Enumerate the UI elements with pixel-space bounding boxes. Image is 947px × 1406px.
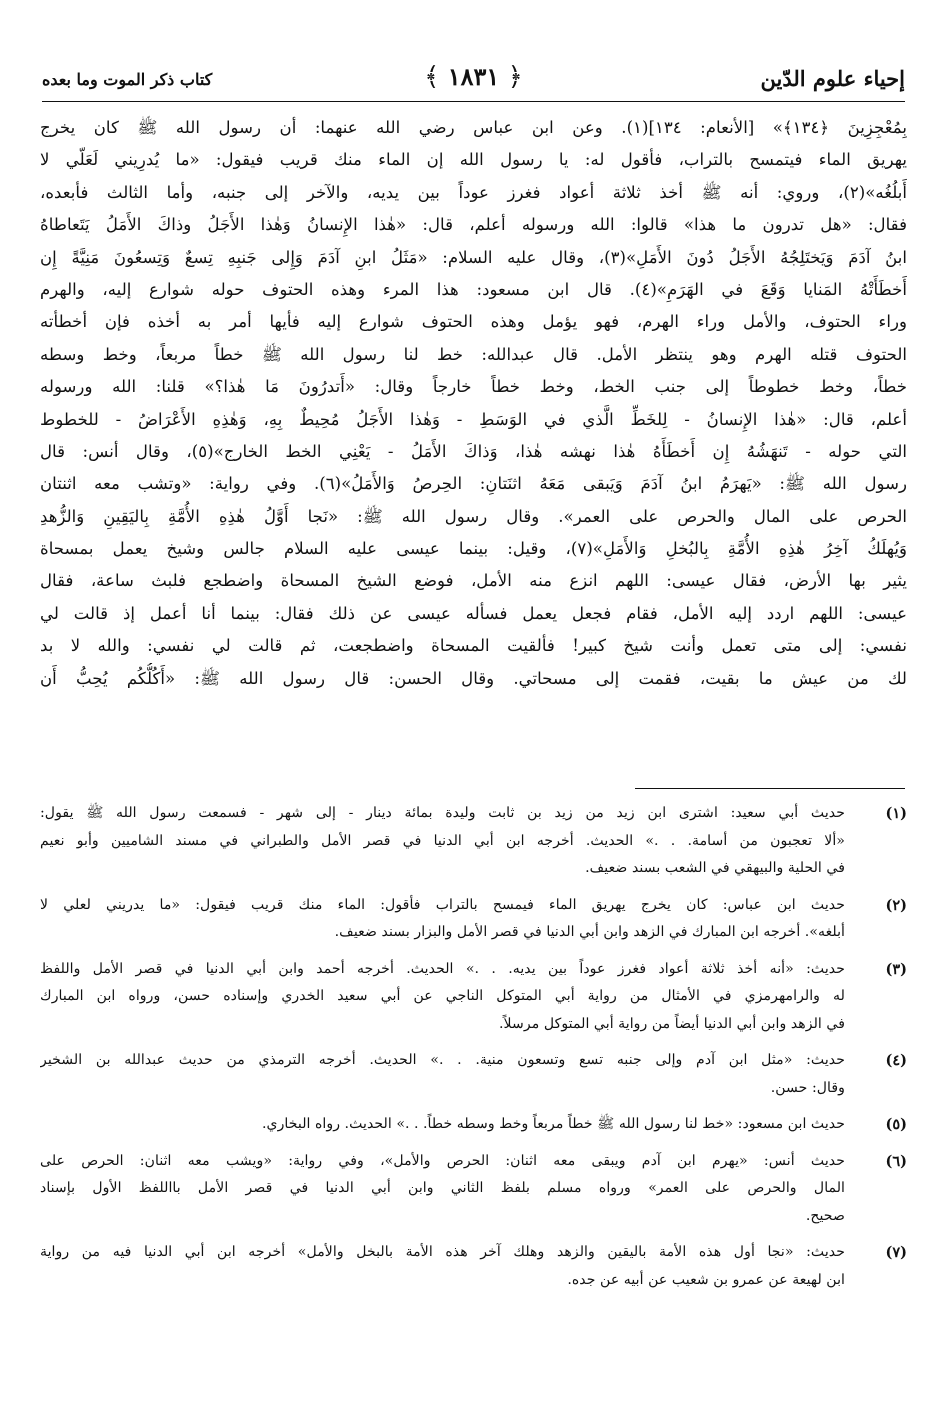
text-line: يثير بها الأرض، فقال عيسى: اللهم انزع منه الأمل، فوضع الشيخ المسحاة واضطجع فلبث ساعة، فقال — [40, 571, 907, 591]
footnote-line: وقال: حسن. — [770, 1079, 845, 1096]
footnote-line: حديث ابن مسعود: «خط لنا رسول الله ﷺ خطاً مربعاً وخط وسطه خطاً. . .» الحديث. رواه البخاري. — [261, 1116, 845, 1132]
footnote-number: (٢) — [885, 896, 907, 914]
text-line: أعلم، قال: «هٰذا الإِنسانُ - لِلخَطِّ الَّذي في الوَسَطِ - وَهٰذا الأَجَلُ مُحِيطٌ بِهِ، وَهٰذِهِ الأَعْرَاضُ - للخطوط — [40, 409, 907, 429]
footnote — [40, 1111, 907, 1139]
page-number-box — [424, 62, 523, 92]
footnote — [40, 1148, 907, 1231]
text-line: وراء الحتوف، والأمل وراء الهرم، فهو يؤمل وهذه الحتوف شوارع إليه فأيها أمر به أخذه فإن أخطأته — [40, 312, 907, 332]
footnote — [40, 956, 907, 1039]
text-line: أَخطَأَتْهُ المَنايا وَقَعَ في الهَرَمِ»(٤). قال ابن مسعود: هذا المرء وهذه الحتوف حوله شوارع إليه، والهرم — [40, 279, 907, 299]
text-line: أَبلُغُه»(٢)، وروي: أنه ﷺ أخذ ثلاثة أعواد فغرز عوداً بين يديه، والآخر إلى جنبه، وأما الثالث فأبعده، — [40, 182, 907, 202]
book-title: إحياء علوم الدّين — [760, 66, 905, 91]
footnote-line: صحيح. — [805, 1207, 845, 1224]
footnote-line: حديث: «أنه أخذ ثلاثة أعواد فغرز عوداً بين يديه. . .» الحديث. أخرجه أحمد وابن أبي الدنيا في قصر الأمل واللفظ — [40, 960, 845, 977]
footnote-number: (٧) — [885, 1244, 907, 1261]
text-line: خطاً، وخط خطوطاً إلى جنب الخط، وخط خطاً خارجاً وقال: «أَتدرُونَ مَا هٰذا؟» قلنا: الله ورسوله — [40, 377, 907, 397]
footnote-line: أبلغه». أخرجه ابن المبارك في الزهد وابن أبي الدنيا في قصر الأمل والبزار بسند ضعيف. — [334, 924, 845, 940]
footnote-line: حديث أنس: «يهرم ابن آدم ويبقى معه اثنان: الحرص والأمل»، وفي رواية: «ويشب معه اثنان: الحرص على — [40, 1152, 845, 1169]
footnote-line: حديث: «نجا أول هذه الأمة باليقين والزهد وهلك آخر هذه الأمة بالبخل والأمل» أخرجه ابن أبي الدنيا فيه من رواية — [40, 1244, 845, 1260]
header-rule — [42, 101, 905, 102]
footnote — [40, 1047, 907, 1102]
text-line: نفسي: إلى متى تعمل وأنت شيخ كبير! فألقيت المسحاة واضطجعت، ثم قالت لي نفسي: والله لا بد — [40, 636, 907, 656]
footnote-line: له والرامهرمزي في الأمثال من رواية أبي المتوكل الناجي عن أبي سعيد الخدري وإسناده حسن، ورواه ابن المبارك — [40, 988, 845, 1004]
brace-open: ﴿ — [507, 62, 523, 92]
footnote-line: حديث ابن عباس: كان يخرج يهريق الماء فيمسح بالتراب فأقول: الماء منك قريب فيقول: «ما يدريني لعلي لا — [40, 896, 845, 913]
text-line: الحتوف قتله الهرم وهو ينتظر الأمل. قال عبدالله: خط لنا رسول الله ﷺ خطاً مربعاً، وخط وسطه — [40, 344, 907, 364]
footnote-line: في الزهد وابن أبي الدنيا أيضاً من رواية أبي المتوكل مرسلاً. — [499, 1015, 845, 1032]
footnote-line: ابن لهيعة عن عمرو بن شعيب عن أبيه عن جده. — [567, 1271, 845, 1288]
footnote-line: حديث: «مثل ابن آدم وإلى جنبه تسع وتسعون منية. . .» الحديث. أخرجه الترمذي من حديث عبدالله بن الشخير — [40, 1052, 845, 1068]
footnotes — [40, 800, 907, 1303]
main-text — [40, 112, 907, 695]
footnote-line: «ألا تعجبون من أسامة. . .» الحديث. أخرجه ابن أبي الدنيا في قصر الأمل والطبراني في مسند الشاميين وأبو نعيم — [40, 832, 845, 849]
page-header — [42, 62, 905, 98]
footnote — [40, 800, 907, 883]
text-line: وَيُهلَكُ آخِرُ هٰذِهِ الأُمَّةِ بِالبُخلِ وَالأَمَلِ»(٧)، وقيل: بينما عيسى عليه السلام جالس وشيخ يعمل بمسحاة — [40, 539, 907, 559]
text-line: التي حوله - تَنهَشُهُ إِن أَخطَأَهُ هٰذا نهشه هٰذا، وَذاكَ الأَمَلُ - يَعْنِي الخط الخارج»(٥)، وقال أنس: قال — [40, 441, 907, 461]
text-line: رسول الله ﷺ: «يَهرَمُ ابنُ آدَمَ وَيَبقى مَعَهُ اثنَتانِ: الحِرصُ وَالأَمَلُ»(٦). وفي رواية: «وتشب معه اثنتان — [40, 474, 907, 494]
text-line: الحرص على المال والحرص على العمر». وقال رسول الله ﷺ: «نَجا أَوَّلُ هٰذِهِ الأُمَّةِ بِاليَقِينِ وَالزُّهدِ — [40, 506, 907, 526]
brace-close: ﴾ — [424, 62, 440, 92]
text-line: لك من عيش ما بقيت، فقمت إلى مسحاتي. وقال الحسن: قال رسول الله ﷺ: «أَكُلُّكُم يُحِبُّ أَن — [40, 668, 907, 688]
text-line: ابنُ آدَمَ وَيَختَلِجُهُ الأَجَلُ دُونَ الأَمَلِ»(٣)، وقال عليه السلام: «مَثَلُ ابنِ آدَمَ وَإِلى جَنبِهِ تِسعٌ وَتِسعُونَ مَنِيَّةً إِن — [40, 247, 907, 267]
footnote-line: في الحلية والبيهقي في الشعب بسند ضعيف. — [585, 860, 845, 876]
footnote-number: (٦) — [885, 1152, 907, 1170]
text-line: بِمُعْجِزِينَ ﴿١٣٤﴾» [الأنعام: ١٣٤](١). وعن ابن عباس رضي الله عنهما: أن رسول الله ﷺ كان يخرج — [40, 118, 907, 137]
text-line: فقال: «هل تدرون ما هذا» قالوا: الله ورسوله أعلم، قال: «هٰذا الإِنسانُ وَهٰذا الأَجَلُ وذاكَ الأَمَلُ يَتَعاطاهُ — [40, 215, 907, 235]
chapter-title: كتاب ذكر الموت وما بعده — [42, 70, 213, 89]
footnote-rule — [635, 788, 905, 789]
footnote-number: (٤) — [885, 1052, 907, 1069]
footnote-number: (٥) — [885, 1116, 907, 1133]
footnote — [40, 1239, 907, 1294]
footnote — [40, 892, 907, 947]
text-line: يهريق الماء فيتمسح بالتراب، فأقول له: يا رسول الله إن الماء منك قريب فيقول: «ما يُدرِيني لَعَلّي لا — [40, 150, 907, 170]
footnote-line: المال والحرص على العمر» ورواه مسلم بلفظ الثاني وابن أبي الدنيا في قصر الأمل بااللفظ الأول بإسناد — [40, 1180, 845, 1196]
footnote-number: (٣) — [885, 960, 907, 978]
footnote-line: حديث أبي سعيد: اشترى ابن زيد من زيد بن ثابت وليدة بمائة دينار - إلى شهر - فسمعت رسول الله ﷺ يقول: — [40, 805, 845, 821]
footnote-number: (١) — [885, 805, 907, 822]
text-line: عيسى: اللهم اردد إليه الأمل، فقام فجعل يعمل فسأله عيسى عن ذلك فقال: بينما أنا أعمل إذ قالت لي — [40, 603, 907, 623]
page-number: ١٨٣١ — [447, 62, 500, 91]
